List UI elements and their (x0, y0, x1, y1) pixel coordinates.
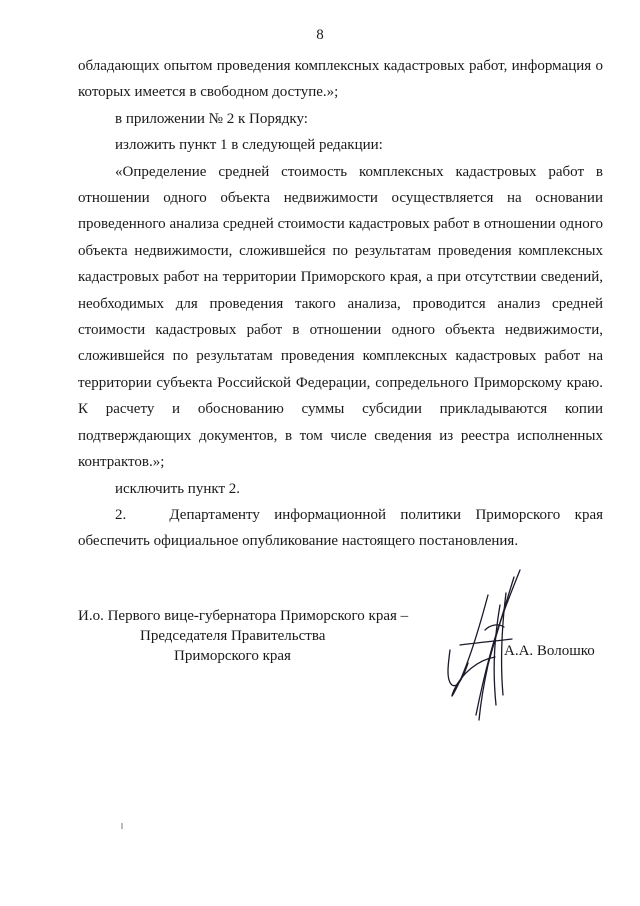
signatory-title-line3: Приморского края (174, 648, 291, 664)
scan-artifact-mark (121, 823, 123, 829)
paragraph-item-2: 2. Департаменту информационной политики Приморского края обеспечить официальное опубликование настоящего постановления. (78, 506, 603, 550)
paragraph-exclude-clause: исключить пункт 2. (115, 480, 241, 497)
paragraph-amend-clause: изложить пункт 1 в следующей редакции: (115, 137, 383, 154)
page-number: 8 (316, 27, 324, 43)
signatory-title-line2: Председателя Правительства (140, 628, 326, 644)
document-body (78, 53, 603, 555)
paragraph-appendix-reference: в приложении № 2 к Порядку: (115, 110, 308, 127)
signatory-name: А.А. Волошко (504, 643, 595, 659)
paragraph-continuation: обладающих опытом проведения комплексных кадастровых работ, информация о которых имеется в свободном доступе.»; (78, 58, 603, 101)
signatory-title-line1: И.о. Первого вице-губернатора Приморского края – (78, 608, 409, 624)
paragraph-quoted-clause: «Определение средней стоимость комплексных кадастровых работ в отношении одного объекта недвижимости осуществляется на основании проведенного анализа средней стоимости кадастровых работ в отношении одного объекта недвижимости, сложившейся по результатам проведения комплексных кадастровых работ на территории Приморского края, а при отсутствии сведений, необходимых для проведения такого анализа, проводится анализ средней стоимости кадастровых работ в отношении одного объекта недвижимости, сложившейся по результатам проведения комплексных кадастровых работ на территории субъекта Российской Федерации, сопредельного Приморскому краю. К расчету и обоснованию суммы субсидии прикладываются копии подтверждающих документов, в том числе сведения из реестра исполненных контрактов.»; (78, 163, 603, 471)
